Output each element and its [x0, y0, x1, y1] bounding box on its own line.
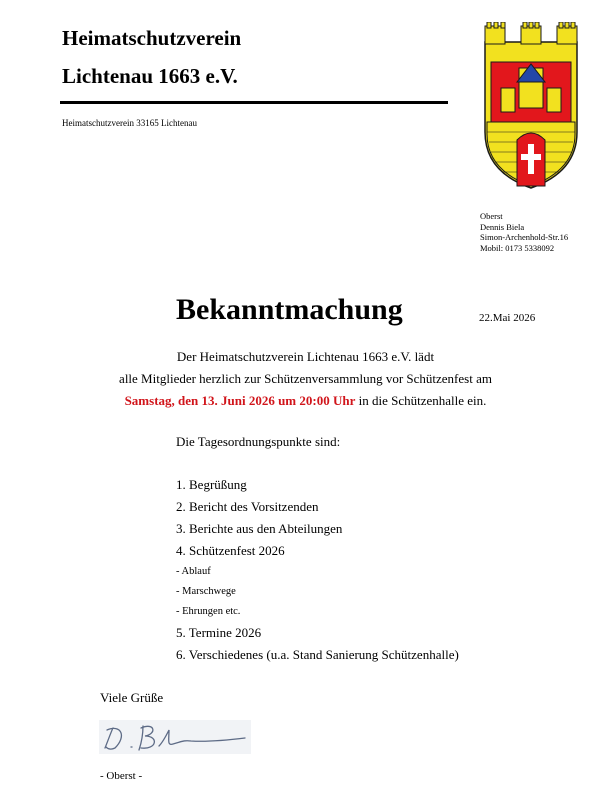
header-rule	[60, 101, 448, 104]
agenda-subitem: - Ehrungen etc.	[176, 606, 241, 617]
contact-title: Oberst	[480, 211, 503, 221]
closing-greeting: Viele Grüße	[100, 690, 164, 705]
agenda-heading: Die Tagesordnungspunkte sind:	[176, 434, 341, 449]
intro-line3	[0, 390, 611, 412]
agenda-item: 4. Schützenfest 2026	[176, 543, 285, 558]
agenda-subitem: - Marschwege	[176, 586, 236, 597]
meeting-datetime: Samstag, den 13. Juni 2026 um 20:00 Uhr	[124, 393, 356, 408]
invitation-text	[0, 346, 611, 412]
intro-line3-rest: in die Schützenhalle ein.	[355, 393, 487, 408]
agenda-item: 5. Termine 2026	[176, 625, 262, 640]
contact-phone: Mobil: 0173 5338092	[480, 242, 555, 253]
contact-block	[480, 211, 568, 253]
intro-line1: Der Heimatschutzverein Lichtenau 1663 e.V. lädt	[176, 349, 435, 364]
intro-line2: alle Mitglieder herzlich zur Schützenversammlung vor Schützenfest am	[119, 371, 492, 386]
contact-name: Dennis Biela	[480, 221, 525, 232]
sender-line: Heimatschutzverein 33165 Lichtenau	[62, 118, 197, 128]
agenda-item: 3. Berichte aus den Abteilungen	[176, 521, 343, 536]
org-name-line2: Lichtenau 1663 e.V.	[62, 64, 238, 88]
org-name-line1: Heimatschutzverein	[62, 26, 242, 50]
agenda-subitem: - Ablauf	[176, 566, 211, 577]
coat-of-arms-icon	[481, 22, 581, 190]
signer-rank: - Oberst -	[100, 770, 143, 782]
agenda-item: 2. Bericht des Vorsitzenden	[176, 499, 319, 514]
headline: Bekanntmachung	[176, 293, 403, 326]
agenda-item: 1. Begrüßung	[176, 477, 247, 492]
agenda-list	[176, 474, 459, 666]
agenda-item: 6. Verschiedenes (u.a. Stand Sanierung Schützenhalle)	[176, 647, 459, 662]
signature-image	[99, 720, 251, 754]
letter-date: 22.Mai 2026	[479, 312, 536, 324]
contact-street: Simon-Archenhold-Str.16	[480, 232, 569, 242]
